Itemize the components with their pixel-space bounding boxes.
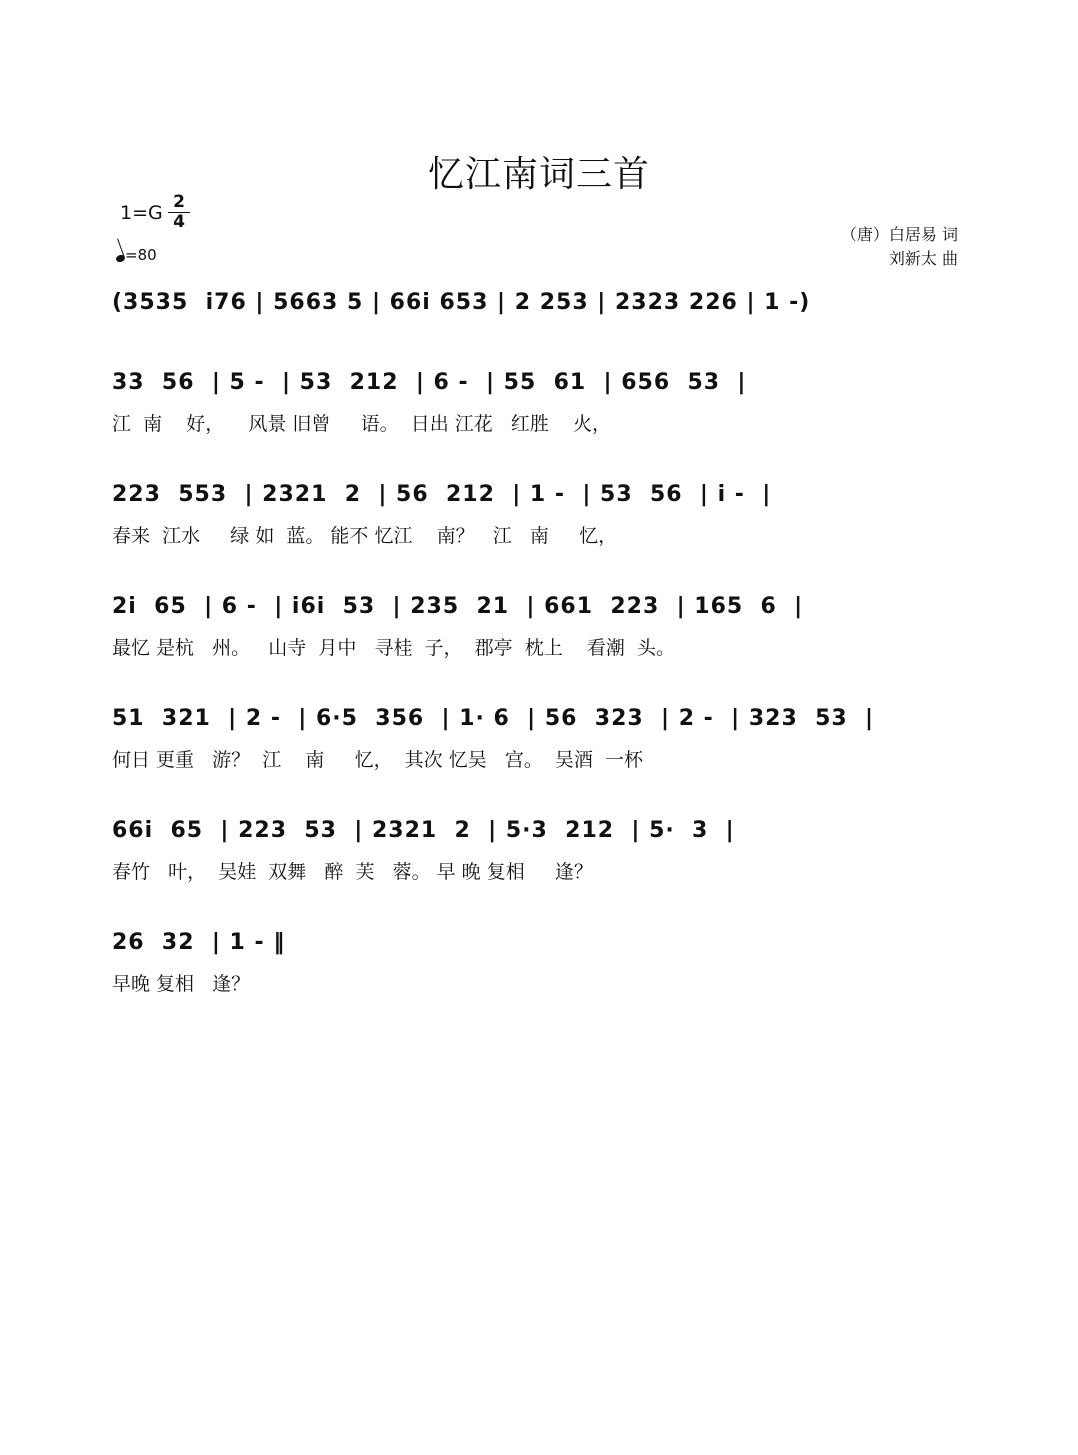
notation-line-1: (3535 i76 | 5663 5 | 66i 653 | 2 253 | 2323 226 | 1 -) bbox=[112, 290, 811, 315]
lyrics-line-7: 早晚 复相 逢？ bbox=[112, 973, 251, 995]
lyrics-line-3: 春来 江水 绿 如 蓝。 能不 忆江 南？ 江 南 忆， bbox=[112, 525, 618, 547]
notation-line-5: 51 321 | 2 - | 6·5 356 | 1· 6 | 56 323 | 2 - | 323 53 | bbox=[112, 706, 875, 731]
composer-credit: 刘新太 曲 bbox=[888, 249, 958, 268]
tempo-marking bbox=[116, 246, 157, 264]
page-title: 忆江南词三首 bbox=[427, 154, 650, 195]
time-signature-denominator: 4 bbox=[173, 212, 185, 232]
key-signature: 1=G bbox=[120, 202, 163, 224]
notation-line-2: 33 56 | 5 - | 53 212 | 6 - | 55 61 | 656 53 | bbox=[112, 370, 747, 395]
lyrics-line-6: 春竹 叶， 吴娃 双舞 醉 芙 蓉。 早 晚 复相 逢？ bbox=[112, 861, 593, 883]
time-signature-numerator: 2 bbox=[168, 193, 190, 213]
tempo-value: =80 bbox=[125, 246, 157, 264]
lyrics-line-2: 江 南 好， 风景 旧曾 语。 日出 江花 红胜 火， bbox=[112, 413, 612, 435]
notation-line-6: 66i 65 | 223 53 | 2321 2 | 5·3 212 | 5· 3 | bbox=[112, 818, 735, 843]
notation-line-4: 2i 65 | 6 - | i6i 53 | 235 21 | 661 223 | 165 6 | bbox=[112, 594, 804, 619]
notation-line-7: 26 32 | 1 - ‖ bbox=[112, 930, 286, 955]
notation-line-3: 223 553 | 2321 2 | 56 212 | 1 - | 53 56 | i - | bbox=[112, 482, 772, 507]
lyrics-line-5: 何日 更重 游？ 江 南 忆， 其次 忆吴 宫。 吴酒 一杯 bbox=[112, 749, 643, 771]
lyrics-line-4: 最忆 是杭 州。 山寺 月中 寻桂 子， 郡亭 枕上 看潮 头。 bbox=[112, 637, 675, 659]
time-signature bbox=[168, 193, 190, 232]
lyricist-credit: （唐）白居易 词 bbox=[840, 225, 958, 244]
